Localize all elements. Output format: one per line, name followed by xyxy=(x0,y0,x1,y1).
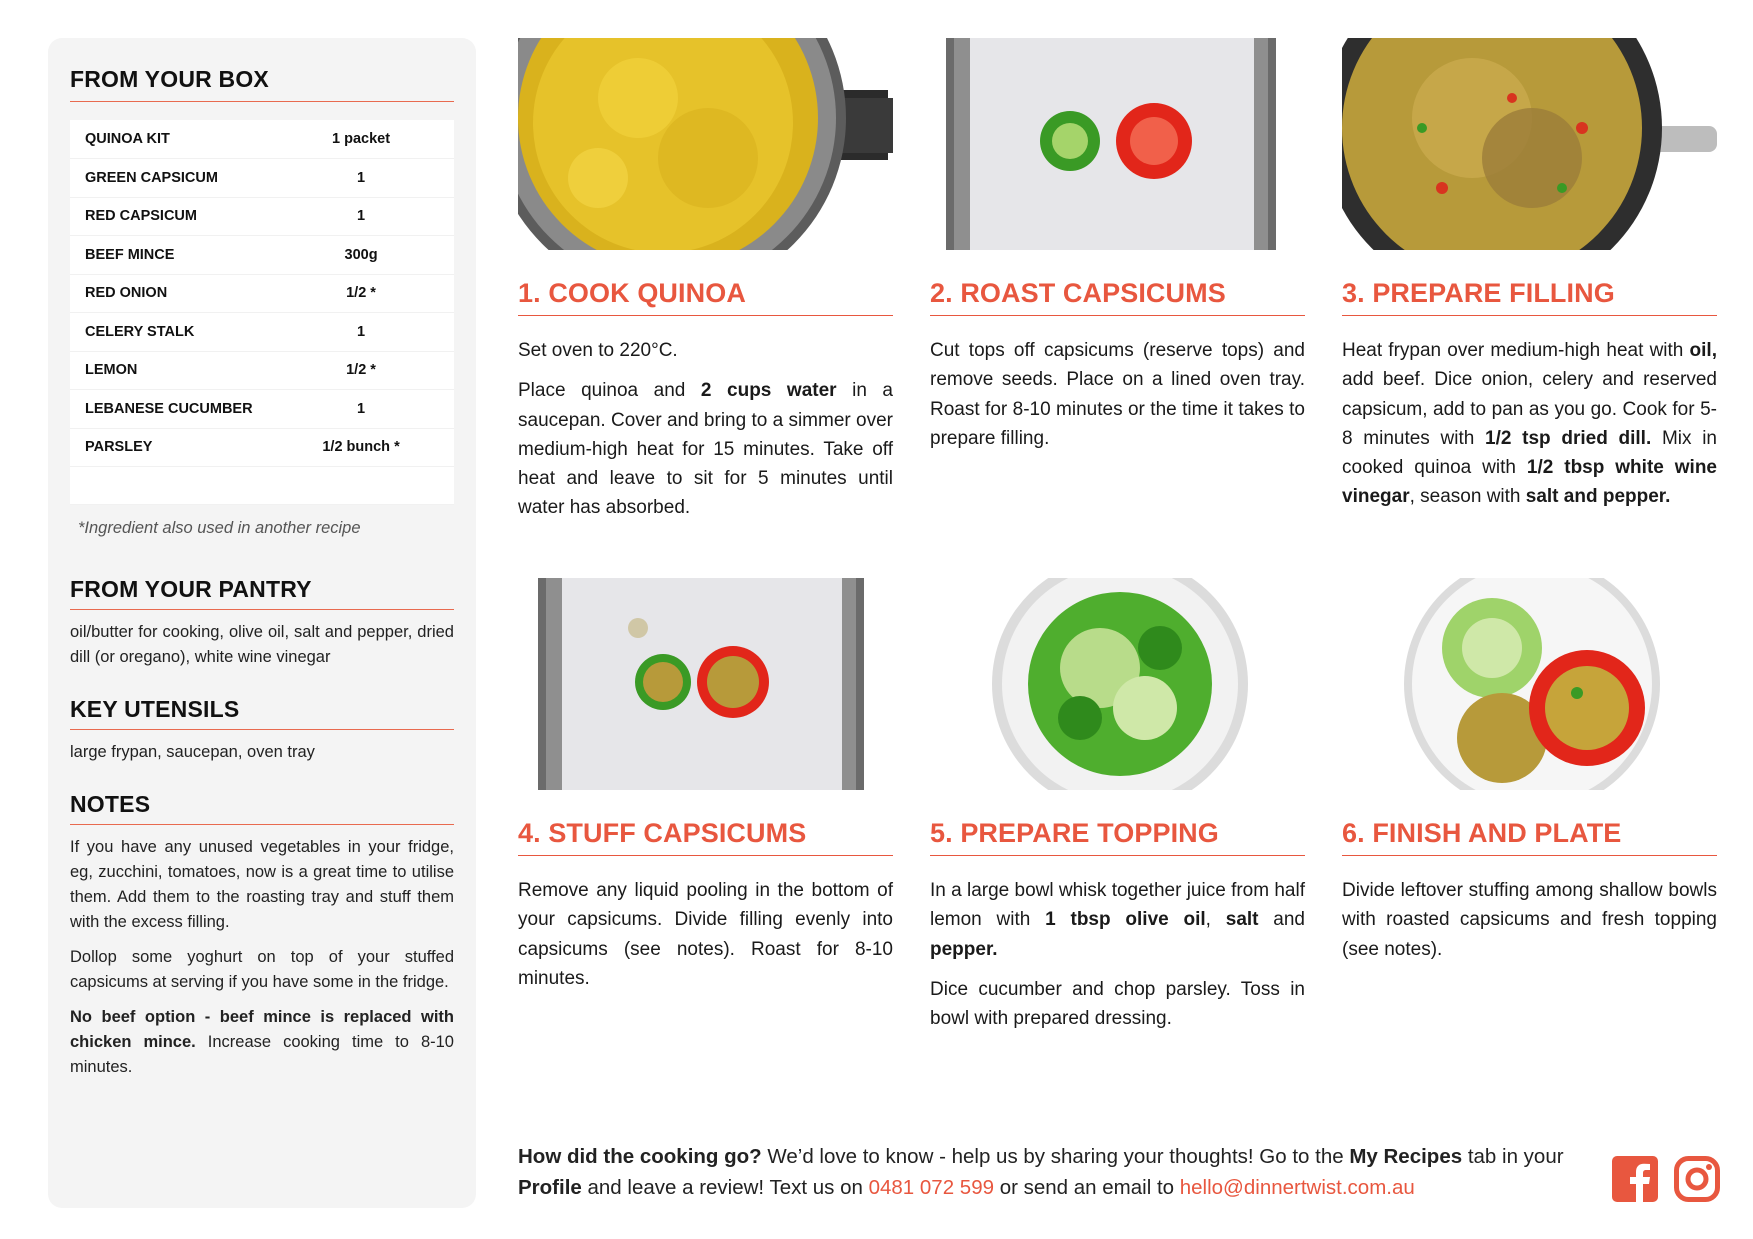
step-5-text xyxy=(930,876,1305,964)
step-6-photo xyxy=(1342,578,1717,790)
step-3-photo xyxy=(1342,38,1717,250)
phone-link[interactable]: 0481 072 599 xyxy=(868,1176,994,1199)
text-span-bold: salt and pepper. xyxy=(1525,486,1671,508)
ingredient-name: QUINOA KIT xyxy=(70,120,308,159)
step-6-body xyxy=(1342,876,1717,964)
ingredient-qty: 1/2 * xyxy=(308,351,454,390)
text-span: add beef. Dice onion, celery and reserved capsicum, add to pan as you go. Cook for 5-8 minutes with xyxy=(1342,369,1717,449)
ingredients-table xyxy=(70,120,454,505)
text-span-bold: 1 tbsp olive oil xyxy=(1045,909,1206,931)
ingredient-name: LEMON xyxy=(70,351,308,390)
text-span: Heat frypan over medium-high heat with xyxy=(1342,340,1690,361)
step-4-body xyxy=(518,876,893,993)
step-4-photo xyxy=(518,578,893,790)
pantry-heading: FROM YOUR PANTRY xyxy=(70,576,454,610)
step-5-text: Dice cucumber and chop parsley. Toss in bowl with prepared dressing. xyxy=(930,978,1305,1030)
ingredient-row xyxy=(70,428,454,467)
ingredient-row xyxy=(70,351,454,390)
footer-text: tab in your xyxy=(1462,1145,1564,1168)
ingredient-row xyxy=(70,390,454,429)
step-3-title: 3. PREPARE FILLING xyxy=(1342,278,1717,316)
step-4-title: 4. STUFF CAPSICUMS xyxy=(518,818,893,856)
step-1-photo xyxy=(518,38,893,250)
text-span-bold: 1/2 tbsp white wine vinegar xyxy=(1342,457,1717,508)
text-span: in a saucepan. Cover and bring to a simmer over medium-high heat for 15 minutes. Take off heat and leave to sit for 5 minutes until water has absorbed. xyxy=(518,380,894,519)
ingredient-qty: 1 xyxy=(308,390,454,429)
footer-my-recipes: My Recipes xyxy=(1349,1145,1463,1168)
ingredient-qty: 300g xyxy=(308,236,454,275)
step-2-photo xyxy=(930,38,1305,250)
email-link[interactable]: hello@dinnertwist.com.au xyxy=(1179,1176,1415,1199)
footer-profile: Profile xyxy=(518,1176,582,1199)
step-5-body xyxy=(930,876,1305,1033)
feedback-footer xyxy=(518,1141,1568,1203)
footer-text: and leave a review! Text us on xyxy=(581,1176,869,1199)
step-4-text: Remove any liquid pooling in the bottom of your capsicums. Divide filling evenly into capsicums (see notes). Roast for 8-10 minutes. xyxy=(518,880,893,989)
step-2-title: 2. ROAST CAPSICUMS xyxy=(930,278,1305,316)
footer-text: We’d love to know - help us by sharing your thoughts! Go to the xyxy=(761,1145,1350,1168)
ingredient-name: BEEF MINCE xyxy=(70,236,308,275)
ingredient-name: PARSLEY xyxy=(70,428,308,467)
ingredient-footnote: *Ingredient also used in another recipe xyxy=(78,519,361,537)
sidebar xyxy=(48,38,476,1208)
ingredient-row xyxy=(70,236,454,275)
instagram-icon[interactable] xyxy=(1674,1156,1720,1207)
ingredient-qty: 1 xyxy=(308,159,454,198)
utensils-section xyxy=(70,696,454,765)
step-3-body xyxy=(1342,336,1717,512)
text-span: , season with xyxy=(1409,486,1526,508)
ingredient-name: RED ONION xyxy=(70,274,308,313)
facebook-icon[interactable] xyxy=(1612,1156,1658,1207)
ingredient-name: GREEN CAPSICUM xyxy=(70,159,308,198)
notes-paragraph: Dollop some yoghurt on top of your stuffed capsicums at serving if you have some in the fridge. xyxy=(70,948,454,991)
step-5-photo xyxy=(930,578,1305,790)
ingredient-name: RED CAPSICUM xyxy=(70,197,308,236)
ingredient-qty: 1 xyxy=(308,313,454,352)
box-heading: FROM YOUR BOX xyxy=(70,66,454,102)
notes-section xyxy=(70,791,454,1080)
text-span-bold: oil, xyxy=(1689,340,1717,361)
ingredient-qty: 1 xyxy=(308,197,454,236)
step-1-body xyxy=(518,336,893,523)
notes-paragraph xyxy=(70,1005,454,1080)
ingredient-row xyxy=(70,197,454,236)
notes-heading: NOTES xyxy=(70,791,454,825)
step-6-title: 6. FINISH AND PLATE xyxy=(1342,818,1717,856)
step-1-text: Set oven to 220°C. xyxy=(518,340,678,361)
pantry-text: oil/butter for cooking, olive oil, salt and pepper, dried dill (or oregano), white wine vinegar xyxy=(70,623,454,666)
notes-paragraph: If you have any unused vegetables in your fridge, eg, zucchini, tomatoes, now is a great time to utilise them. Add them to the roasting tray and stuff them with the excess filling. xyxy=(70,838,454,931)
footer-text: or send an email to xyxy=(994,1176,1180,1199)
step-1-text xyxy=(518,376,893,522)
utensils-text: large frypan, saucepan, oven tray xyxy=(70,743,315,761)
text-span: In a large bowl whisk together juice from half lemon with xyxy=(930,880,1305,931)
ingredient-row xyxy=(70,313,454,352)
text-span-bold: 1/2 tsp dried dill. xyxy=(1485,427,1652,449)
text-span-bold: pepper. xyxy=(930,938,998,960)
ingredient-name: CELERY STALK xyxy=(70,313,308,352)
step-5-title: 5. PREPARE TOPPING xyxy=(930,818,1305,856)
ingredient-qty: 1 packet xyxy=(308,120,454,159)
footer-question: How did the cooking go? xyxy=(518,1145,762,1168)
text-span-bold: 2 cups water xyxy=(700,380,837,402)
text-span: Mix in cooked quinoa with xyxy=(1342,427,1717,479)
utensils-heading: KEY UTENSILS xyxy=(70,696,454,730)
ingredient-qty: 1/2 * xyxy=(308,274,454,313)
step-3-text xyxy=(1342,336,1717,512)
ingredient-row xyxy=(70,274,454,313)
step-2-text: Cut tops off capsicums (reserve tops) and remove seeds. Place on a lined oven tray. Roast for 8-10 minutes or the time it takes to prepare filling. xyxy=(930,340,1305,449)
ingredient-qty: 1/2 bunch * xyxy=(308,428,454,467)
no-beef-option: No beef option - beef mince is replaced with chicken mince. xyxy=(70,1008,454,1051)
pantry-section xyxy=(70,576,454,670)
ingredient-name: LEBANESE CUCUMBER xyxy=(70,390,308,429)
ingredient-row-empty xyxy=(70,467,454,505)
step-1-title: 1. COOK QUINOA xyxy=(518,278,893,316)
no-beef-detail: Increase cooking time to 8-10 minutes. xyxy=(70,1033,454,1076)
text-span: , xyxy=(1205,909,1226,931)
ingredient-row xyxy=(70,159,454,198)
step-6-text: Divide leftover stuffing among shallow bowls with roasted capsicums and fresh topping (see notes). xyxy=(1342,880,1717,960)
step-2-body xyxy=(930,336,1305,453)
text-span: and xyxy=(1258,909,1305,931)
text-span: Place quinoa and xyxy=(518,380,701,402)
text-span-bold: salt xyxy=(1225,909,1259,931)
ingredient-row xyxy=(70,120,454,159)
